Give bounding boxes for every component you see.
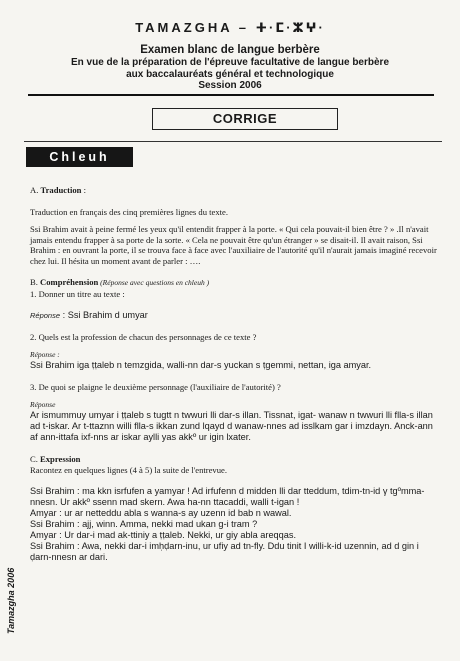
section-c-heading: C. Expression <box>30 454 81 464</box>
answer-2-label: Réponse : <box>30 349 60 359</box>
brand-latin: TAMAZGHA <box>135 20 233 35</box>
section-c-instruction: Racontez en quelques lignes (4 à 5) la suite de l'entrevue. <box>30 464 227 475</box>
section-a-translation: Ssi Brahim avait à peine fermé les yeux qu'il entendit frapper à la porte. « Qui cela pouvait-il bien être ? » .Il n'avait jamais entendu frapper à sa porte de la sorte. « Cela ne pouvait être qu'un étranger » se disait-il. Il avait raison, Ssi Brahim : en ouvrant la porte, il se trouva face à face avec l'auxiliaire de l'autorité qu'il n'aurait jamais imaginé recevoir chez lui. Il hésita un moment avant de parler : …. <box>30 224 437 266</box>
question-2: 2. Quels est la profession de chacun des personnages de ce texte ? <box>30 332 257 342</box>
exam-title: Examen blanc de langue berbère <box>140 44 320 56</box>
brand-tifinagh: ⵜ·ⵎ·ⵣⵖ· <box>255 20 325 35</box>
answer-2: Ssi Brahim iga ṭṭaleb n temzgida, walli-nn dar-s yuckan s ṭgemmi, nettan, iga amyar. <box>30 360 372 370</box>
question-3: 3. De quoi se plaigne le deuxième personnage (l'auxiliaire de l'autorité) ? <box>30 382 281 392</box>
exam-header <box>0 44 460 92</box>
side-label: Tamazgha 2006 <box>6 567 16 634</box>
language-tag: Chleuh <box>26 147 133 167</box>
header-divider <box>28 94 434 96</box>
dialogue-line-3: Ssi Brahim : ajj, winn. Amma, nekki mad ukan g-i tram ? <box>30 519 258 529</box>
dialogue-line-4: Amyar : Ur dar-i mad ak-ttiniy a ṭṭaleb. Nekki, ur giy abla areqqas. <box>30 530 297 540</box>
dialogue-line-2: Amyar : ur ar netteddu abla s wanna-s ay uzenn id bab n wawal. <box>30 508 292 518</box>
exam-subtitle-2: aux baccalauréats général et technologique <box>126 68 334 80</box>
dialogue-line-1: Ssi Brahim : ma kkn isrfufen a yamyar ! Ad irfufenn d midden lli dar tteddum, tdim-tn-id γ tgºmma-nnesn. Ur akkº ssenn mad skern. Awa ha-nn ttacaddi, walli t-igan ! <box>30 486 425 507</box>
section-b-heading: B. Compréhension (Réponse avec questions en chleuh ) <box>30 277 210 287</box>
brand-separator: – <box>238 20 249 35</box>
question-1: 1. Donner un titre au texte : <box>30 288 125 299</box>
answer-3-label: Réponse <box>30 399 56 409</box>
answer-3: Ar ismummuy umyar i ṭṭaleb s tugtt n twwuri lli dar-s illan. Tissnat, igat- wanaw n twwuri lli flla-s illan ad t-iskar. Ar t-ttaznn willi flla-s ikkan zund lqayd d wanaw-nnes ad isslkam gar i imzdayn. Anck-ann af ann-ittafa ixf-nns ar iskar aylli yas akkº ur igin lxater. <box>30 410 433 442</box>
answer-1: Réponse : Ssi Brahim d umyar <box>30 310 148 320</box>
section-divider <box>24 141 442 142</box>
brand-header <box>0 20 460 36</box>
corrige-title: CORRIGE <box>152 108 338 130</box>
exam-subtitle-1: En vue de la préparation de l'épreuve facultative de langue berbère <box>70 57 390 68</box>
exam-session: Session 2006 <box>198 80 262 91</box>
section-a-heading: A. Traduction : <box>30 185 86 195</box>
dialogue-line-5: Ssi Brahim : Awa, nekki dar-i imḥḍarn-inu, ur ufiy ad tn-fly. Ddu tinit I willi-k-id uzennin, ad d gin i ḍarn-nnesn ar dari. <box>30 541 419 562</box>
section-a-instruction: Traduction en français des cinq premières lignes du texte. <box>30 206 228 217</box>
exam-body <box>30 185 440 563</box>
